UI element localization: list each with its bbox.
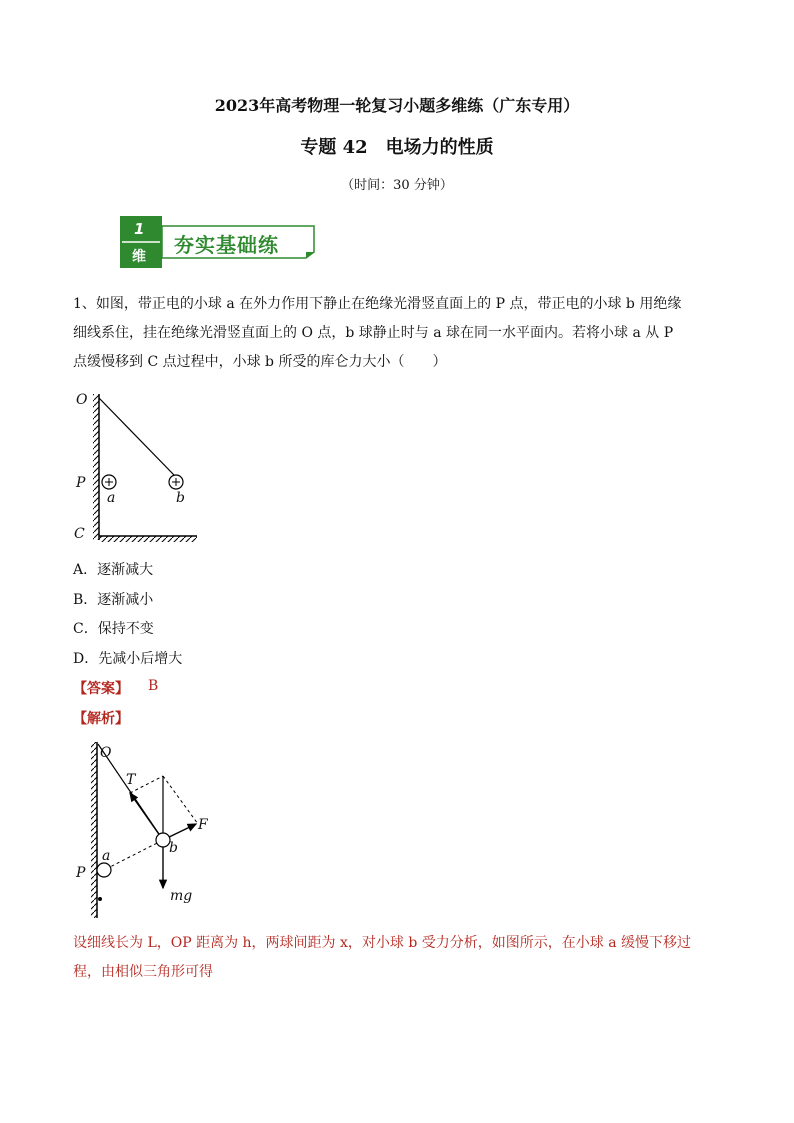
analysis-label: 【解析】 (73, 711, 129, 727)
banner-text: 夯实基础练 (174, 233, 279, 257)
analysis-text-line-2: 程，由相似三角形可得 (73, 964, 213, 980)
analysis-label-O: O (100, 745, 112, 761)
label-a: a (107, 490, 116, 506)
analysis-label-F: F (198, 817, 208, 833)
banner-number: 1 (134, 220, 145, 238)
analysis-label-mg: mg (170, 888, 193, 904)
page-title: 2023年高考物理一轮复习小题多维练（广东专用） (214, 96, 580, 115)
label-O: O (76, 392, 88, 408)
option-a: A．逐渐减大 (73, 562, 154, 578)
option-b: B．逐渐减小 (73, 592, 154, 608)
analysis-figure (70, 738, 230, 923)
banner-sub: 维 (132, 249, 146, 265)
analysis-label-b: b (169, 840, 178, 856)
label-C: C (74, 526, 85, 542)
option-c: C．保持不变 (73, 621, 154, 637)
analysis-text-line-1: 设细线长为 L，OP 距离为 h，两球间距为 x，对小球 b 受力分析，如图所示，在小球 a 缓慢下移过 (73, 935, 692, 951)
analysis-label-P: P (76, 865, 86, 881)
time-note: （时间：30 分钟） (341, 178, 453, 193)
answer-value: B (148, 678, 159, 694)
label-b: b (176, 490, 185, 506)
question-figure (70, 388, 210, 548)
option-d: D．先减小后增大 (73, 651, 183, 667)
question-stem-line-3: 点缓慢移到 C 点过程中，小球 b 所受的库仑力大小（ ） (73, 354, 447, 370)
question-stem-line-1: 1、如图，带正电的小球 a 在外力作用下静止在绝缘光滑竖直面上的 P 点，带正电的小球 b 用绝缘 (73, 296, 682, 312)
section-banner (118, 212, 318, 270)
answer-label: 【答案】 (73, 681, 129, 697)
analysis-label-T: T (126, 772, 136, 788)
question-stem-line-2: 细线系住，挂在绝缘光滑竖直面上的 O 点，b 球静止时与 a 球在同一水平面内。若将小球 a 从 P (73, 325, 674, 341)
topic-title: 专题 42 电场力的性质 (300, 137, 494, 158)
analysis-label-a: a (102, 848, 111, 864)
label-P: P (76, 475, 86, 491)
